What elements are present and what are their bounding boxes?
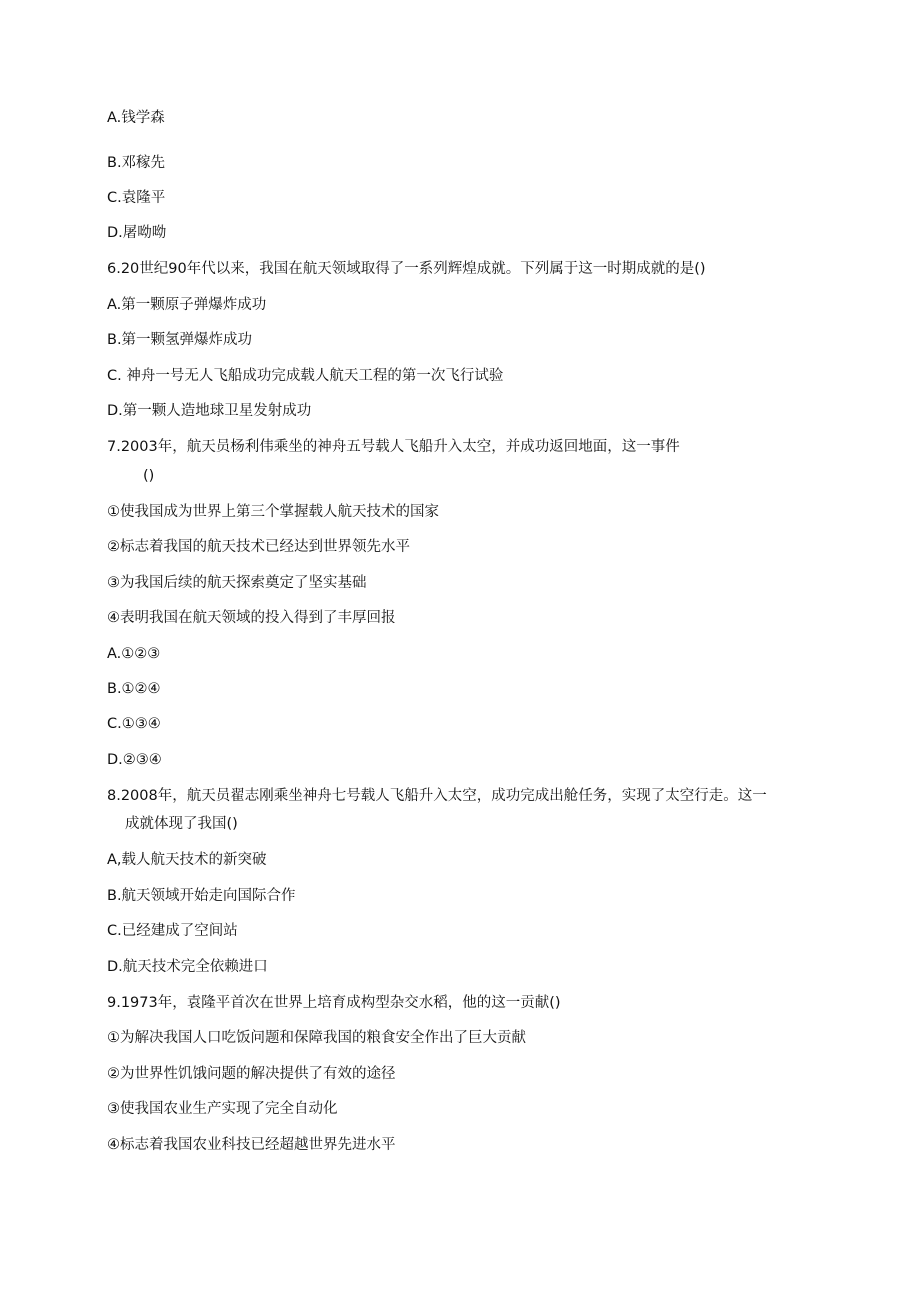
question-8: 8.2008年，航天员翟志刚乘坐神舟七号载人飞船升入太空，成功完成出舱任务，实现了太空行走。这一 — [107, 788, 767, 804]
option-7c: C.①③④ — [107, 716, 161, 732]
option-5d: D.屠呦呦 — [107, 225, 167, 241]
option-8b: B.航天领域开始走向国际合作 — [107, 888, 296, 904]
option-5b: B.邓稼先 — [107, 155, 166, 171]
statement-9-2: ②为世界性饥饿问题的解决提供了有效的途径 — [107, 1066, 396, 1082]
statement-7-4: ④表明我国在航天领域的投入得到了丰厚回报 — [107, 610, 396, 626]
statement-7-1: ①使我国成为世界上第三个掌握载人航天技术的国家 — [107, 504, 439, 520]
question-9: 9.1973年，袁隆平首次在世界上培育成构型杂交水稻，他的这一贡献() — [107, 995, 561, 1011]
question-7-blank: () — [143, 468, 155, 484]
statement-9-4: ④标志着我国农业科技已经超越世界先进水平 — [107, 1137, 396, 1153]
question-7: 7.2003年，航天员杨利伟乘坐的神舟五号载人飞船升入太空，并成功返回地面，这一事件 — [107, 439, 680, 455]
option-7a: A.①②③ — [107, 646, 161, 662]
statement-9-1: ①为解决我国人口吃饭问题和保障我国的粮食安全作出了巨大贡献 — [107, 1030, 526, 1046]
option-8d: D.航天技术完全依赖进口 — [107, 959, 268, 975]
option-6d: D.第一颗人造地球卫星发射成功 — [107, 403, 312, 419]
option-5c: C.袁隆平 — [107, 190, 166, 206]
option-8c: C.已经建成了空间站 — [107, 923, 238, 939]
option-6b: B.第一颗氢弹爆炸成功 — [107, 332, 253, 348]
option-6c: C. 神舟一号无人飞船成功完成载人航天工程的第一次飞行试验 — [107, 368, 504, 384]
statement-7-3: ③为我国后续的航天探索奠定了坚实基础 — [107, 575, 367, 591]
option-5a: A.钱学森 — [107, 110, 165, 126]
option-6a: A.第一颗原子弹爆炸成功 — [107, 297, 267, 313]
statement-9-3: ③使我国农业生产实现了完全自动化 — [107, 1101, 338, 1117]
statement-7-2: ②标志着我国的航天技术已经达到世界领先水平 — [107, 539, 410, 555]
question-6: 6.20世纪90年代以来，我国在航天领域取得了一系列辉煌成就。下列属于这一时期成就的是() — [107, 261, 706, 277]
option-7b: B.①②④ — [107, 681, 161, 697]
option-8a: A,载人航天技术的新突破 — [107, 852, 267, 868]
option-7d: D.②③④ — [107, 752, 162, 768]
question-8-continued: 成就体现了我国() — [125, 816, 238, 832]
